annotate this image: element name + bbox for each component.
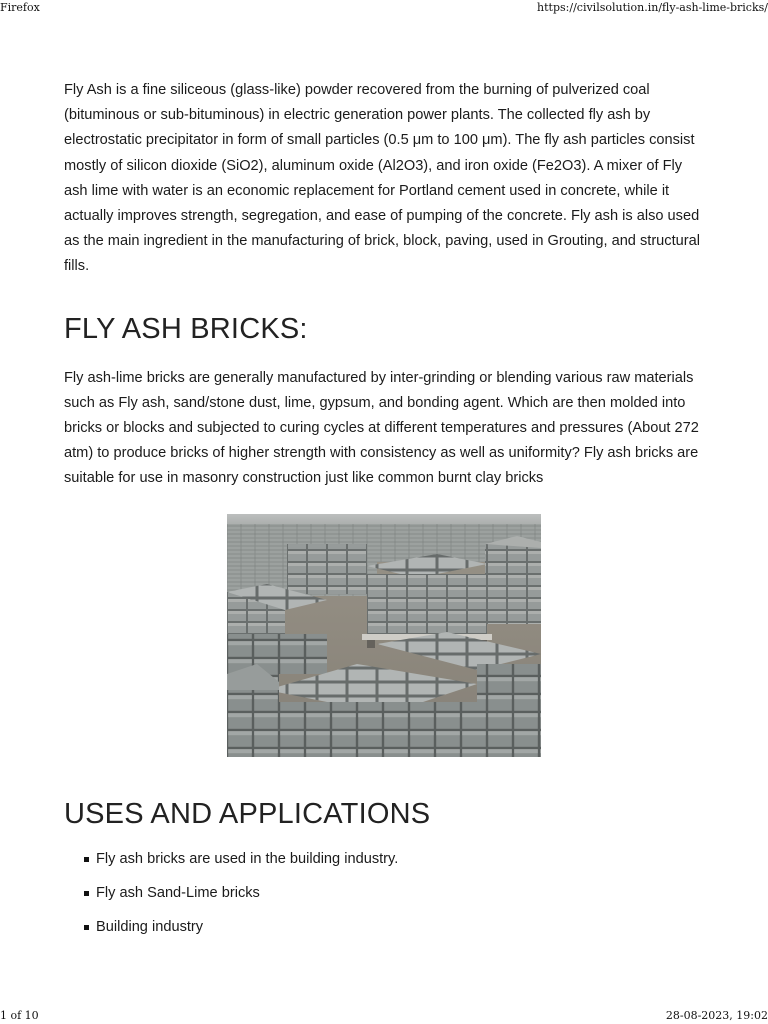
list-item-text: Fly ash Sand-Lime bricks — [96, 884, 260, 901]
list-item-text: Building industry — [96, 918, 204, 935]
print-datetime: 28-08-2023, 19:02 — [665, 1009, 768, 1022]
list-item — [64, 917, 704, 937]
list-item-text: Fly ash bricks are used in the building industry. — [96, 850, 399, 867]
uses-list — [64, 849, 704, 937]
fly-ash-bricks-heading: FLY ASH BRICKS: — [64, 312, 308, 345]
page-counter: 1 of 10 — [0, 1009, 39, 1022]
print-footer — [0, 1009, 768, 1022]
page-url[interactable]: https://civilsolution.in/fly-ash-lime-bricks/ — [537, 1, 768, 14]
browser-name: Firefox — [0, 1, 40, 14]
list-item — [64, 849, 704, 869]
fly-ash-bricks-photo — [227, 514, 541, 757]
article-content — [64, 78, 704, 951]
bullet-icon — [84, 857, 89, 862]
list-item — [64, 883, 704, 903]
print-header — [0, 1, 768, 14]
fly-ash-bricks-paragraph: Fly ash-lime bricks are generally manufactured by inter-grinding or blending various raw materials such as Fly ash, sand/stone dust, lime, gypsum, and bonding agent. Which are then molded into bricks or blocks and subjected to curing cycles at different temperatures and pressures (About 272 atm) to produce bricks of higher strength with consistency as well as uniformity? Fly ash bricks are suitable for use in masonry construction just like common burnt clay bricks — [64, 369, 699, 487]
bullet-icon — [84, 891, 89, 896]
intro-paragraph: Fly Ash is a fine siliceous (glass-like) powder recovered from the burning of pulverized coal (bituminous or sub-bituminous) in electric generation power plants. The collected fly ash by electrostatic precipitator in form of small particles (0.5 μm to 100 μm). The fly ash particles consist mostly of silicon dioxide (SiO2), aluminum oxide (Al2O3), and iron oxide (Fe2O3). A mixer of Fly ash lime with water is an economic replacement for Portland cement used in concrete, while it actually improves strength, segregation, and ease of pumping of the concrete. Fly ash is also used as the main ingredient in the manufacturing of brick, block, paving, used in Grouting, and structural fills. — [64, 82, 700, 275]
uses-heading: USES AND APPLICATIONS — [64, 797, 431, 830]
bullet-icon — [84, 925, 89, 930]
